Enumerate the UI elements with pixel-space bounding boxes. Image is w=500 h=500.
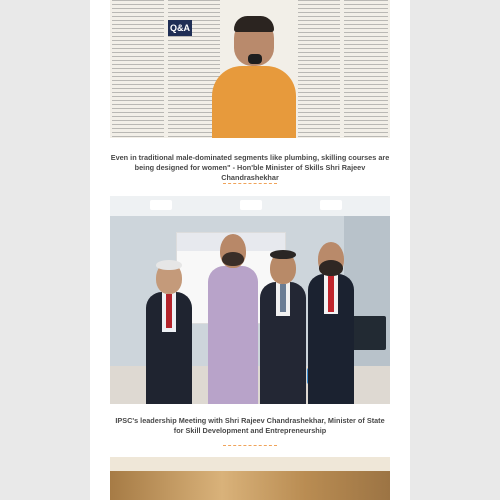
news-column-text [112, 0, 164, 138]
person-center-right [258, 244, 308, 404]
minister-portrait [206, 14, 302, 138]
photo-top-area [110, 457, 390, 471]
news-column-text [344, 0, 388, 138]
caption-divider [223, 445, 277, 446]
portrait-body [212, 66, 296, 138]
person-right [306, 236, 356, 404]
person-left [144, 254, 194, 404]
content-column [90, 0, 410, 500]
newspaper-clipping-image [110, 0, 390, 138]
portrait-hair [234, 16, 274, 32]
ceiling-light-icon [320, 200, 342, 210]
caption-meeting: IPSC's leadership Meeting with Shri Rajeev Chandrashekhar, Minister of State for Skill Development and Entrepreneurship [115, 416, 385, 435]
qa-badge: Q&A [168, 20, 192, 36]
leadership-meeting-photo [110, 196, 390, 404]
event-photo-partial [110, 457, 390, 500]
monitor-icon [352, 316, 386, 350]
caption-divider [223, 183, 277, 184]
microphone-icon [248, 54, 262, 64]
ceiling [110, 196, 390, 216]
ceiling-light-icon [150, 200, 172, 210]
photo-wood-panel [110, 471, 390, 500]
ceiling-light-icon [240, 200, 262, 210]
caption-minister-quote: Even in traditional male-dominated segments like plumbing, skilling courses are being designed for women" - Hon'ble Minister of Skills Shri Rajeev Chandrashekhar [110, 153, 390, 182]
person-minister [206, 226, 260, 404]
news-column-text [298, 0, 340, 138]
